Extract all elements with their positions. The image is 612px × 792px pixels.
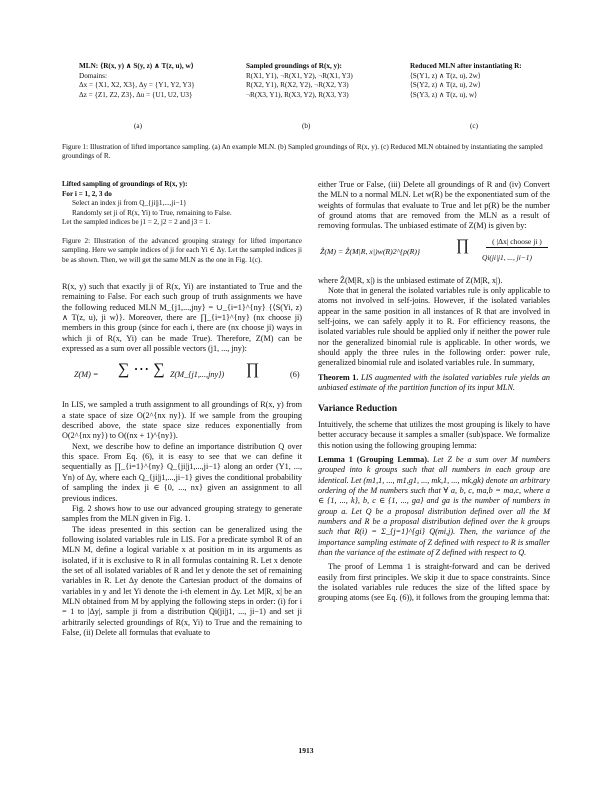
panel-b-title: Sampled groundings of R(x, y): xyxy=(246,62,342,70)
left-column xyxy=(62,282,302,638)
theorem-label: Theorem 1. xyxy=(318,372,359,382)
lemma-text: Let Z be a sum over M numbers grouped into k groups such that all numbers in each group are identical. Let (m1,1, ..., m1,g1, ..., mk,1, ..., mk,gk) denote an arbitrary ordering of the M numbers such that ∀ a, b, c, ma,b = ma,c, where a ∈ {1, ..., k}, b, c ∈ {1, ..., ga} and ga is the number of numbers in group a. Let Q be a proposal distribution defined over all the M numbers and R be a proposal distribution defined over the k groups such that R(i) = Σ_{j=1}^{gi} Q(mi,j). Then, the variance of the importance sampling estimate of Z defined with respect to R is smaller than the variance of the estimate of Z defined with respect to Q. xyxy=(318,454,550,557)
sum-symbol: ∑ ⋯ ∑ xyxy=(118,361,165,379)
eq6-number: (6) xyxy=(290,370,300,380)
sampled-line: R(X1, Y1), ¬R(X1, Y2), ¬R(X1, Y3) xyxy=(246,71,353,80)
theorem-1 xyxy=(318,373,550,394)
paragraph: Intuitively, the scheme that utilizes the most grouping is likely to have better accuracy because it samples a smaller (sub)space. We formalize this notion using the following grouping lemma: xyxy=(318,419,550,450)
algorithm-step: Select an index ji from Q_{ji|j1,...,ji−1} xyxy=(72,199,187,208)
mln-line: MLN: ⟨R(x, y) ∧ S(y, z) ∧ T(z, u), w⟩ xyxy=(79,62,194,70)
sampled-line: R(X2, Y1), R(X2, Y2), ¬R(X2, Y3) xyxy=(246,81,349,90)
right-column xyxy=(318,180,550,604)
figure-1-panel-b xyxy=(246,62,353,100)
reduced-formula: ⟨S(Y1, z) ∧ T(z, u), 2w⟩ xyxy=(410,71,481,80)
lemma-1 xyxy=(318,455,550,558)
figure-1-panel-c xyxy=(410,62,522,100)
reduced-formula: ⟨S(Y2, z) ∧ T(z, u), 2w⟩ xyxy=(410,81,481,90)
estimate-denominator: Qi(ji|j1, ..., ji−1) xyxy=(482,252,532,262)
paragraph: Fig. 2 shows how to use our advanced grouping strategy to generate samples from the MLN given in Fig. 1. xyxy=(62,503,302,524)
panel-c-title: Reduced MLN after instantiating R: xyxy=(410,62,522,70)
domains-xy: Δx = {X1, X2, X3}, Δy = {Y1, Y2, Y3} xyxy=(79,81,195,90)
panel-c-label: (c) xyxy=(470,122,478,130)
algorithm-step: Randomly set ji of R(x, Yi) to True, remaining to False. xyxy=(72,208,232,217)
domains-zu: Δz = {Z1, Z2, Z3}, Δu = {U1, U2, U3} xyxy=(79,90,193,99)
figure-2-caption: Figure 2: Illustration of the advanced grouping strategy for lifted importance sampling. Here we sample indices of ji for each Yi ∈ Δy. Let the sampled indices ji be as shown. Then, we will get the same MLN as the one in Fig. 1(c). xyxy=(62,237,302,264)
figure-1-panel-a xyxy=(79,62,195,100)
algorithm-result: Let the sampled indices be j1 = 2, j2 = 2 and j3 = 1. xyxy=(62,218,211,227)
lemma-label: Lemma 1 (Grouping Lemma). xyxy=(318,454,429,464)
equation-6 xyxy=(62,357,302,397)
figure-1-caption: Figure 1: Illustration of lifted importance sampling. (a) An example MLN. (b) Sampled groundings of R(x, y). (c) Reduced MLN obtained by instantiating the sampled groundings of R. xyxy=(62,143,543,161)
sampled-line: ¬R(X3, Y1), R(X3, Y2), R(X3, Y3) xyxy=(246,90,349,99)
estimate-equation xyxy=(318,234,550,274)
paragraph: R(x, y) such that exactly ji of R(x, Yi) are instantiated to True and the remaining to False. For each such group of truth assignments we have the following reduced MLN M_{j1,...,jny} = ∪_{i=1}^{ny} {⟨S(Yi, z) ∧ T(z, u), ji w⟩}. Moreover, there are ∏_{i=1}^{ny} (nx choose ji) members in this group (since for each i, there are (nx choose ji) ways in which ji of R(x, Yi) can be made True). Therefore, Z(M) can be expressed as a sum over all possible vectors (j1, ..., jny): xyxy=(62,282,302,354)
panel-b-label: (b) xyxy=(302,122,311,130)
algorithm-box xyxy=(62,180,302,228)
paragraph: The ideas presented in this section can be generalized using the following isolated variables rule in LIS. For a predicate symbol R of an MLN M, define a logical variable x at position m in its arguments as isolated, if it is exclusive to R in all formulas containing R. Let x denote the set of all isolated variables of R and let y denote the set of remaining variables in R. Let Δy denote the Cartesian product of the domains of variables in y and let Yi denote the i-th element in Δy. Let M|R, x| be an MLN obtained from M by applying the following steps in order: (i) for i = 1 to |Δy|, sample ji from a distribution Qi(ji|j1, ..., ji−1) and set ji arbitrarily selected groundings of R(x, Yi) to True and the remaining to False, (ii) Delete all formulas that evaluate to xyxy=(62,524,302,637)
estimate-lhs: Ẑ(M) = Ẑ(M|R, x|)w(R)2^{p(R)} xyxy=(320,246,421,256)
paragraph: either True or False, (iii) Delete all groundings of R and (iv) Convert the MLN to a normal MLN. Let w(R) be the exponentiated sum of the weights of formulas that evaluate to True and let p(R) be the number of ground atoms that are removed from the MLN as a result of removing formulas. The unbiased estimate of Z(M) is given by: xyxy=(318,180,550,231)
paragraph: In LIS, we sampled a truth assignment to all groundings of R(x, y) from a state space of size O(2^{nx ny}). If we sample from the grouping described above, the state space size reduces exponentially from O(2^{nx ny}) to O((nx + 1)^{ny}). xyxy=(62,400,302,441)
paragraph: Note that in general the isolated variables rule is only applicable to atoms not involved in self-joins. However, if the isolated variables appear in the same position in all instances of R that are involved in self-joins, we can safely apply it to R. For efficiency reasons, the isolated variables rule should be applied only if neither the power rule nor the generalized binomial rule is applicable. In other words, we should apply the three rules in the following order: power rule, generalized binomial rule and isolated variables rule. In summary, xyxy=(318,286,550,368)
product-symbol: ∏ xyxy=(246,361,260,379)
eq6-lhs: Z(M) = xyxy=(74,370,99,380)
section-heading: Variance Reduction xyxy=(318,403,398,414)
page-number: 1913 xyxy=(298,746,314,755)
theorem-text: LIS augmented with the isolated variables rule yields an unbiased estimate of the partition function of its input MLN. xyxy=(318,372,551,393)
eq6-rhs: Z(M_{j1,...,jny}) xyxy=(170,370,225,380)
paragraph: The proof of Lemma 1 is straight-forward and can be derived easily from first principles. We skip it due to space constraints. Since the isolated variables rule reduces the size of the lifted space by grouping atoms (see Eq. (6)), it follows from the grouping lemma that: xyxy=(318,562,550,603)
binomial-numerator: ( |Δx| choose ji ) xyxy=(486,237,548,248)
algorithm-for: For i = 1, 2, 3 do xyxy=(62,189,112,198)
paragraph: where Ẑ(M|R, x|) is the unbiased estimate of Z(M|R, x|). xyxy=(318,275,503,285)
domains-label: Domains: xyxy=(79,71,107,80)
reduced-formula: ⟨S(Y3, z) ∧ T(z, u), w⟩ xyxy=(410,90,478,99)
product-symbol: ∏ xyxy=(456,236,470,254)
algorithm-title: Lifted sampling of groundings of R(x, y): xyxy=(62,180,188,188)
panel-a-label: (a) xyxy=(134,122,142,130)
paragraph: Next, we describe how to define an importance distribution Q over this space. From Eq. (6), it is easy to see that we can define it sequentially as ∏_{i=1}^{ny} Q_{ji|j1,...,ji−1} along an order (Y1, ..., Yn) of Δy, where each Q_{ji|j1,...,ji−1} gives the conditional probability of sampling the index ji ∈ {0, ..., nx} given an assignment to all previous indices. xyxy=(62,441,302,503)
